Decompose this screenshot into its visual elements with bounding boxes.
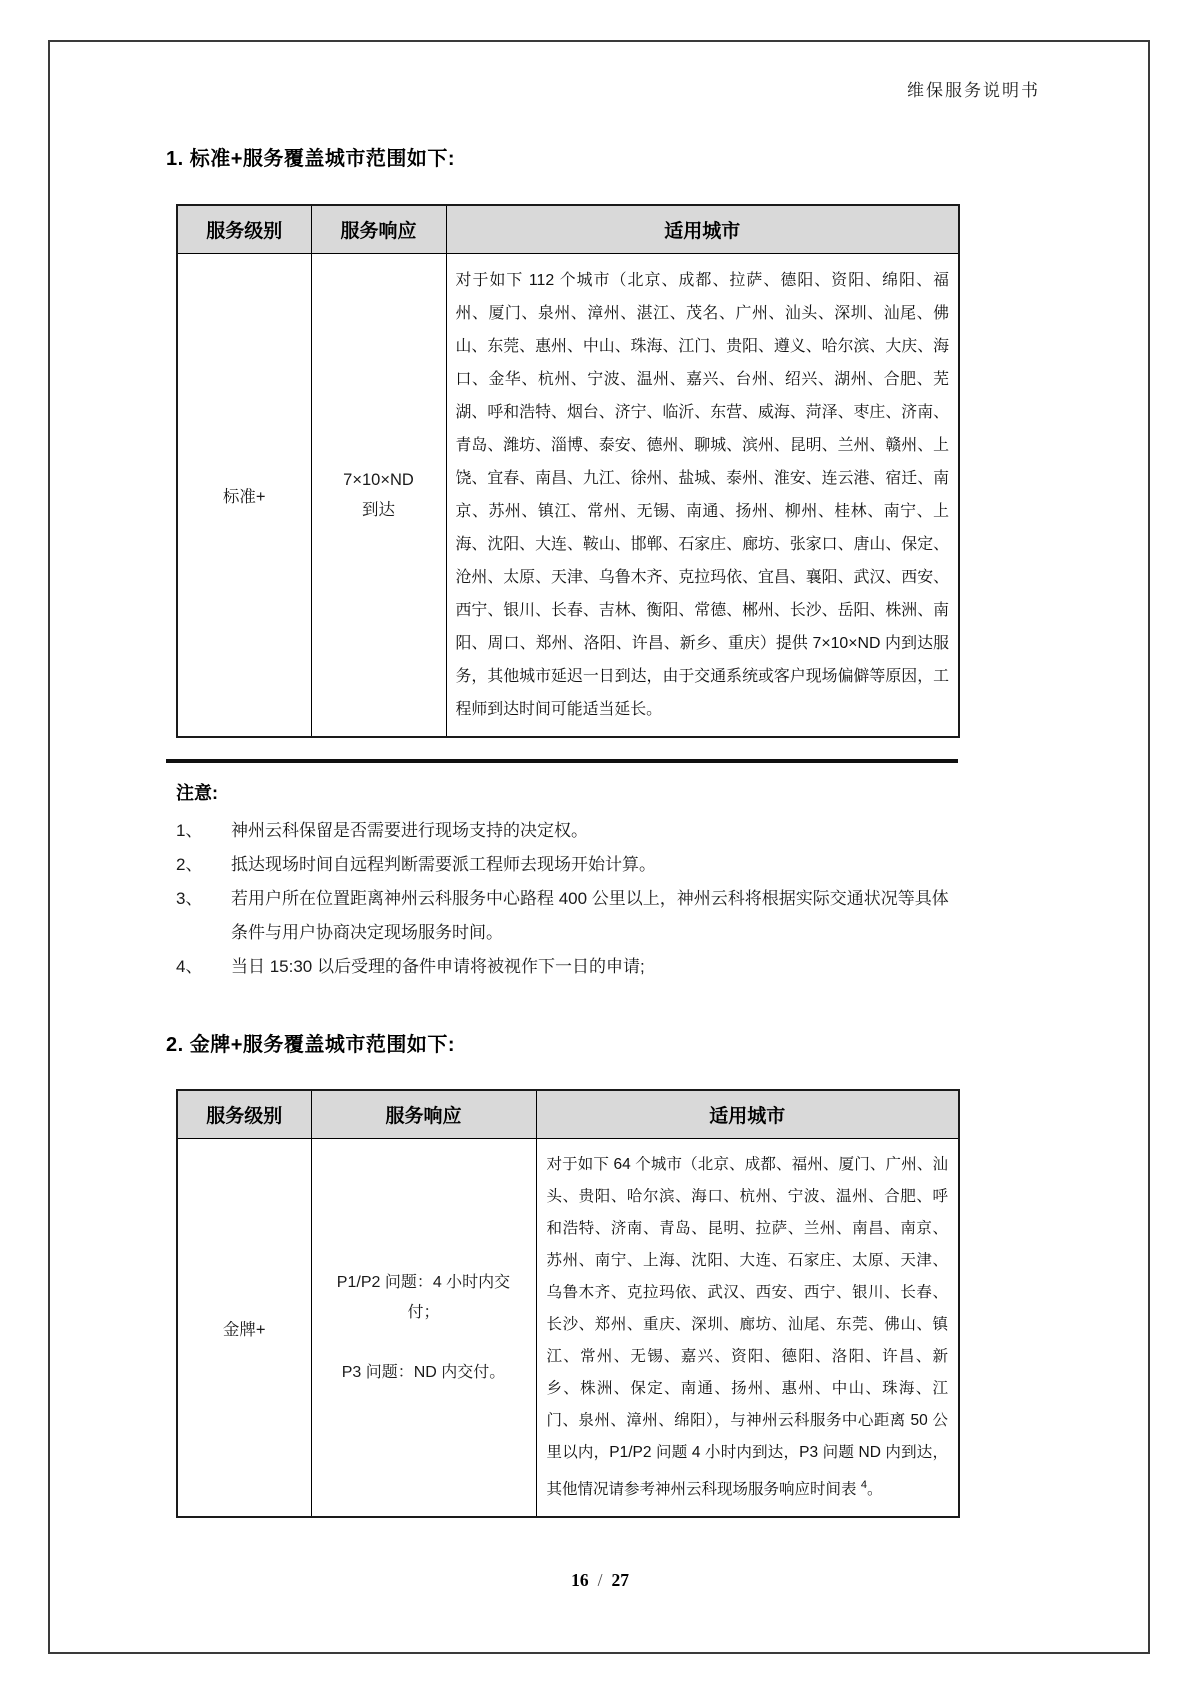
table-row-gold [177,1139,959,1518]
column-header-applicable-cities: 适用城市 [536,1090,959,1139]
note-number: 2、 [176,855,203,874]
gold-service-table [176,1089,960,1518]
note-item [176,814,958,848]
applicable-cities-cell [536,1139,959,1518]
standard-service-table [176,204,960,738]
response-paragraph: P1/P2 问题：4 小时内交付； [336,1273,511,1321]
notes-title: 注意: [176,783,218,803]
column-header-service-response: 服务响应 [311,1090,536,1139]
table-row-standard [177,254,959,738]
note-item [176,848,958,882]
note-text: 神州云科保留是否需要进行现场支持的决定权。 [231,821,588,840]
footnote-superscript: 4 [860,1479,867,1491]
note-text: 抵达现场时间自远程判断需要派工程师去现场开始计算。 [231,855,656,874]
service-response-cell [311,1139,536,1518]
service-level-cell: 金牌+ [177,1139,311,1518]
column-header-service-response: 服务响应 [311,205,446,254]
page-number-current: 16 [571,1570,589,1590]
note-text: 当日 15:30 以后受理的备件申请将被视作下一日的申请; [231,957,645,976]
page-number-separator: / [597,1570,603,1590]
section2-heading: 2. 金牌+服务覆盖城市范围如下: [166,1034,456,1056]
note-item [176,950,958,984]
cities-text: 对于如下 64 个城市（北京、成都、福州、厦门、广州、汕头、贵阳、哈尔滨、海口、杭州、宁波、温州、合肥、呼和浩特、济南、青岛、昆明、拉萨、兰州、南昌、南京、苏州、南宁、上海、沈阳、大连、石家庄、太原、天津、乌鲁木齐、克拉玛依、武汉、西安、西宁、银川、长春、长沙、郑州、重庆、深圳、廊坊、汕尾、东莞、佛山、镇江、常州、无锡、嘉兴、资阳、德阳、洛阳、许昌、新乡、株洲、保定、南通、扬州、惠州、中山、珠海、江门、泉州、漳州、绵阳），与神州云科服务中心距离 50 公里以内，P1/P2 问题 4 小时内到达，P3 问题 ND 内到达，其他情况请参考神州云科现场服务响应时间表 [546,1156,948,1499]
column-header-applicable-cities: 适用城市 [446,205,959,254]
document-header-title: 维保服务说明书 [907,81,1040,100]
response-paragraph: P3 问题：ND 内交付。 [341,1363,506,1381]
page-content [166,142,958,1518]
notes-list [176,814,958,984]
column-header-service-level: 服务级别 [177,205,311,254]
applicable-cities-cell: 对于如下 112 个城市（北京、成都、拉萨、德阳、资阳、绵阳、福州、厦门、泉州、漳州、湛江、茂名、广州、汕头、深圳、汕尾、佛山、东莞、惠州、中山、珠海、江门、贵阳、遵义、哈尔滨、大庆、海口、金华、杭州、宁波、温州、嘉兴、台州、绍兴、湖州、合肥、芜湖、呼和浩特、烟台、济宁、临沂、东营、威海、菏泽、枣庄、济南、青岛、潍坊、淄博、泰安、德州、聊城、滨州、昆明、兰州、赣州、上饶、宜春、南昌、九江、徐州、盐城、泰州、淮安、连云港、宿迁、南京、苏州、镇江、常州、无锡、南通、扬州、柳州、桂林、南宁、上海、沈阳、大连、鞍山、邯郸、石家庄、廊坊、张家口、唐山、保定、沧州、太原、天津、乌鲁木齐、克拉玛依、宜昌、襄阳、武汉、西安、西宁、银川、长春、吉林、衡阳、常德、郴州、长沙、岳阳、株洲、南阳、周口、郑州、洛阳、许昌、新乡、重庆）提供 7×10×ND 内到达服务，其他城市延迟一日到达，由于交通系统或客户现场偏僻等原因，工程师到达时间可能适当延长。 [446,254,959,738]
service-level-cell: 标准+ [177,254,311,738]
note-number: 3、 [176,889,203,908]
column-header-service-level: 服务级别 [177,1090,311,1139]
table-header-row [177,1090,959,1139]
response-line: 到达 [362,501,395,519]
section1-heading: 1. 标准+服务覆盖城市范围如下: [166,148,456,170]
horizontal-divider [166,759,958,763]
page-footer [0,1570,1200,1591]
page-number-total: 27 [611,1570,629,1590]
cities-text-end: 。 [866,1481,883,1499]
note-text: 若用户所在位置距离神州云科服务中心路程 400 公里以上，神州云科将根据实际交通状况等具体条件与用户协商决定现场服务时间。 [231,889,949,942]
note-item [176,882,958,950]
table-header-row [177,205,959,254]
note-number: 4、 [176,957,203,976]
response-line: 7×10×ND [343,471,414,489]
service-response-cell [311,254,446,738]
note-number: 1、 [176,821,203,840]
